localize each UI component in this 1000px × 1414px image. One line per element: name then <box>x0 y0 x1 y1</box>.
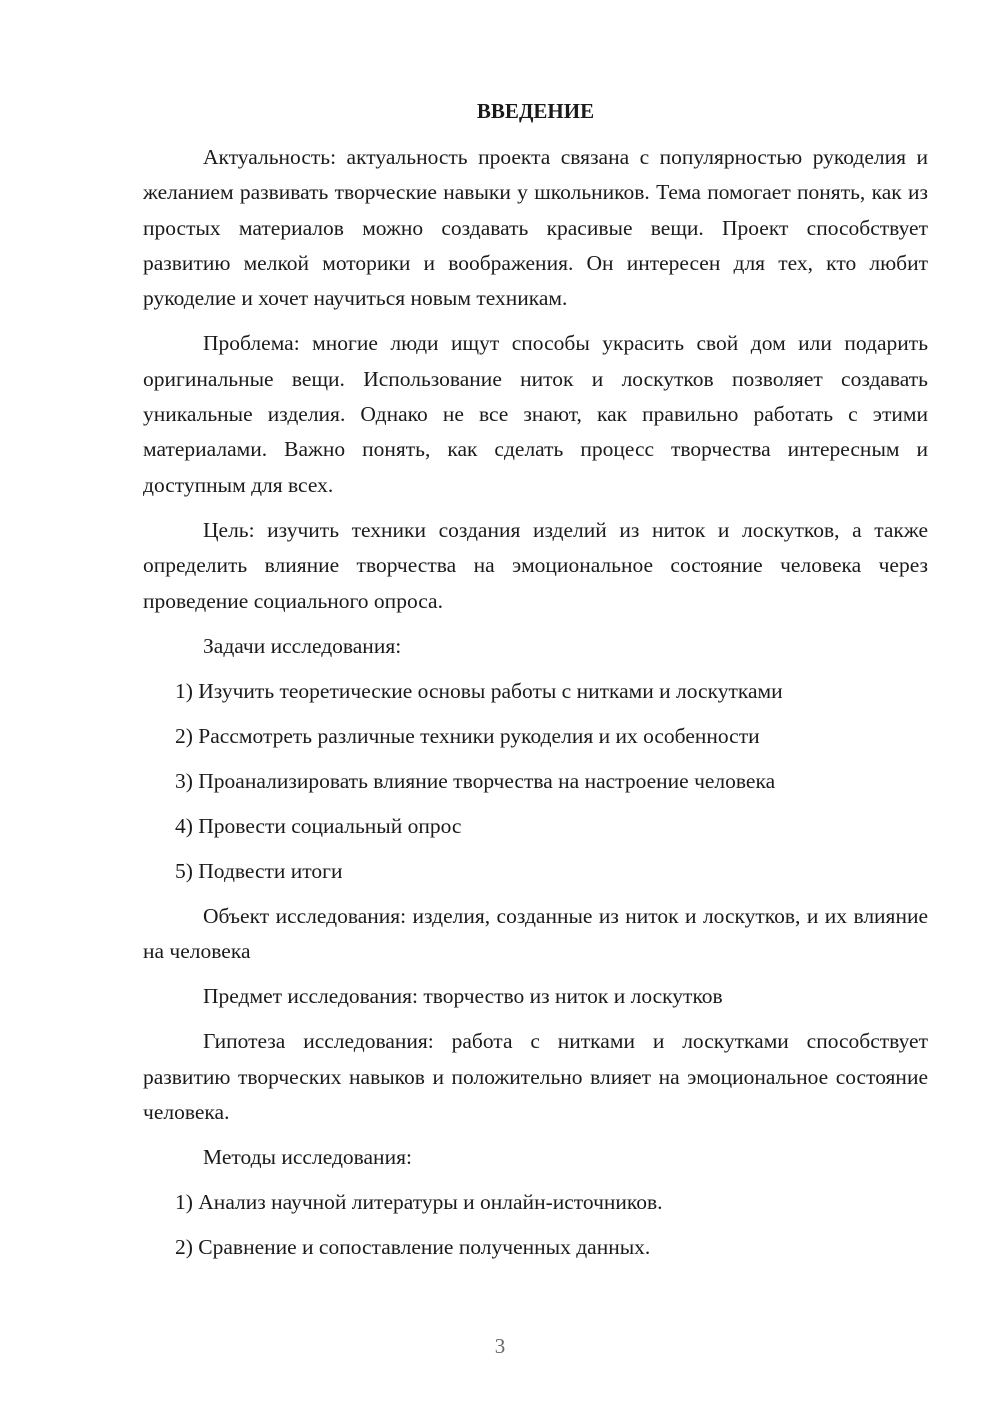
list-item: 5) Подвести итоги <box>175 858 343 883</box>
methods-heading: Методы исследования: <box>203 1145 412 1170</box>
hypothesis-paragraph: Гипотеза исследования: работа с нитками и лоскутками способствует развитию творческих навыков и положительно влияет на эмоциональное состояние человека. <box>143 1029 928 1125</box>
page-number: 3 <box>494 1334 506 1358</box>
list-item: 4) Провести социальный опрос <box>175 813 462 838</box>
list-item: 1) Изучить теоретические основы работы с нитками и лоскутками <box>175 678 783 703</box>
section-title: ВВЕДЕНИЕ <box>476 99 595 123</box>
tasks-list <box>143 674 928 889</box>
list-item: 2) Сравнение и сопоставление полученных данных. <box>175 1235 651 1260</box>
list-item: 2) Рассмотреть различные техники рукоделия и их особенности <box>175 723 760 748</box>
document-page <box>143 96 928 1275</box>
problem-paragraph: Проблема: многие люди ищут способы украсить свой дом или подарить оригинальные вещи. Использование ниток и лоскутков позволяет создавать уникальные изделия. Однако не все знают, как правильно работать с этими материалами. Важно понять, как сделать процесс творчества интересным и доступным для всех. <box>143 331 928 497</box>
relevance-paragraph: Актуальность: актуальность проекта связана с популярностью рукоделия и желанием развивать творческие навыки у школьников. Тема помогает понять, как из простых материалов можно создавать красивые вещи. Проект способствует развитию мелкой моторики и воображения. Он интересен для тех, кто любит рукоделие и хочет научиться новым техникам. <box>143 145 928 311</box>
list-item: 3) Проанализировать влияние творчества на настроение человека <box>175 768 776 793</box>
list-item: 1) Анализ научной литературы и онлайн-источников. <box>175 1190 663 1215</box>
methods-list <box>143 1185 928 1265</box>
object-paragraph: Объект исследования: изделия, созданные из ниток и лоскутков, и их влияние на человека <box>143 903 928 964</box>
tasks-heading: Задачи исследования: <box>203 633 402 658</box>
goal-paragraph: Цель: изучить техники создания изделий из ниток и лоскутков, а также определить влияние творчества на эмоциональное состояние человека через проведение социального опроса. <box>143 517 928 613</box>
subject-paragraph: Предмет исследования: творчество из ниток и лоскутков <box>203 984 723 1009</box>
